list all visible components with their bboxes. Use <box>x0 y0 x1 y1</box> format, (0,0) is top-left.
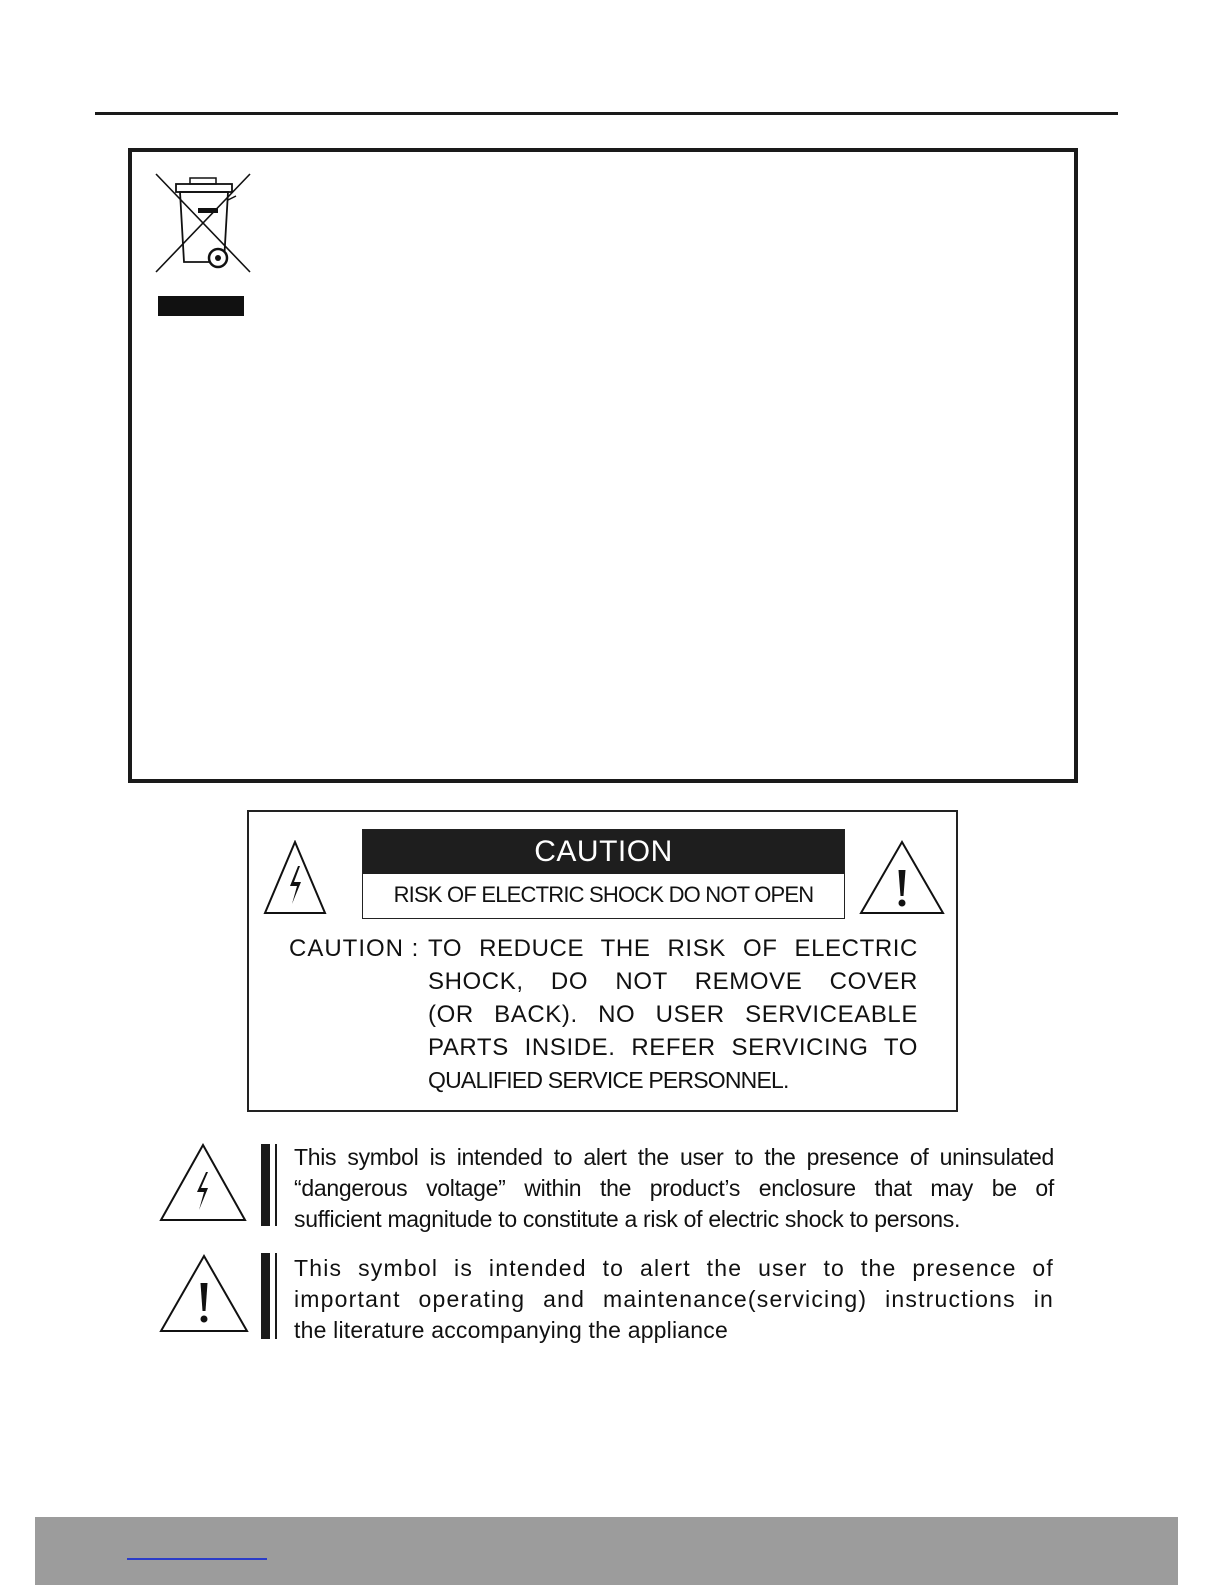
description-line: This symbol is intended to alert the user to the presence of uninsulated <box>294 1144 1054 1170</box>
caution-header: CAUTION <box>363 830 844 874</box>
exclamation-warning-icon <box>859 840 945 916</box>
caution-line: SHOCK, DO NOT REMOVE COVER <box>428 968 918 995</box>
description-line: important operating and maintenance(servicing) instructions in <box>294 1286 1054 1312</box>
symbol-description <box>294 1142 1054 1235</box>
top-rule <box>95 112 1118 115</box>
section-bar <box>275 1144 277 1226</box>
caution-line: (OR BACK). NO USER SERVICEABLE <box>428 1001 918 1028</box>
lightning-symbol-explanation <box>158 1142 1058 1232</box>
caution-prefix: CAUTION : <box>289 935 420 962</box>
weee-marking-bar <box>158 296 244 316</box>
section-bar <box>261 1144 270 1226</box>
lightning-warning-icon <box>263 840 327 916</box>
caution-line: TO REDUCE THE RISK OF ELECTRIC <box>428 935 918 962</box>
caution-line: PARTS INSIDE. REFER SERVICING TO <box>428 1034 918 1061</box>
lightning-warning-icon <box>158 1142 248 1224</box>
exclamation-warning-icon <box>158 1253 250 1335</box>
caution-line: QUALIFIED SERVICE PERSONNEL. <box>428 1067 789 1093</box>
section-bar <box>275 1253 277 1339</box>
caution-panel <box>247 810 958 1112</box>
symbol-description <box>294 1253 1054 1346</box>
caution-subheader: RISK OF ELECTRIC SHOCK DO NOT OPEN <box>393 882 814 907</box>
footer-link[interactable] <box>127 1558 267 1560</box>
exclamation-symbol-explanation <box>158 1253 1058 1343</box>
description-line: the literature accompanying the appliance <box>294 1317 728 1343</box>
caution-label <box>362 829 845 919</box>
section-bar <box>261 1253 270 1339</box>
weee-notice-box <box>128 148 1078 783</box>
description-line: “dangerous voltage” within the product’s enclosure that may be of <box>294 1175 1054 1201</box>
footer-bar <box>35 1517 1178 1585</box>
description-line: This symbol is intended to alert the user to the presence of <box>294 1255 1054 1281</box>
description-line: sufficient magnitude to constitute a risk of electric shock to persons. <box>294 1206 961 1232</box>
crossed-out-wheelie-bin-icon <box>154 172 252 274</box>
caution-body <box>428 932 918 1097</box>
